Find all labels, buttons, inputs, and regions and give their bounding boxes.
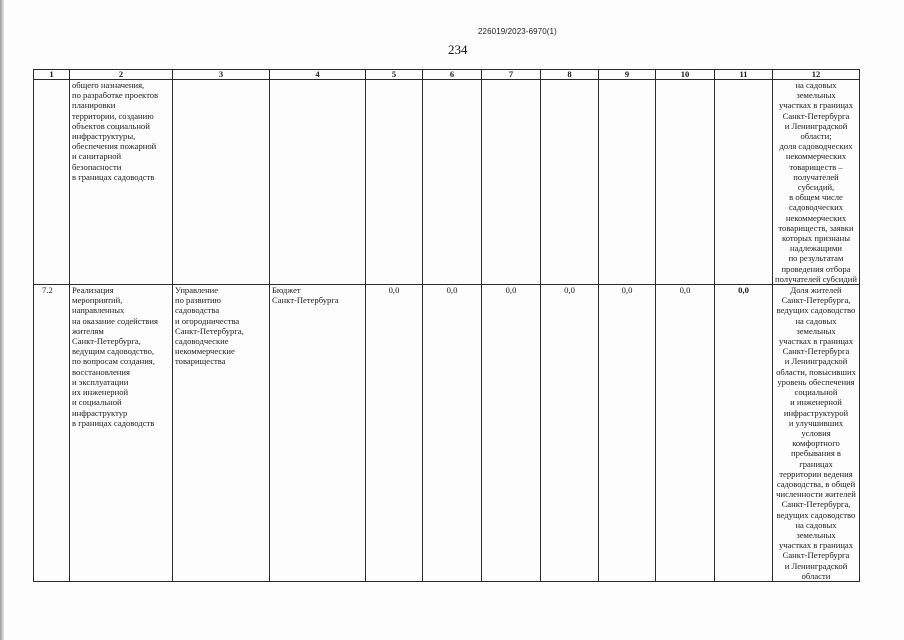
cell-value xyxy=(599,80,656,285)
column-header: 2 xyxy=(70,70,173,80)
cell-value: 0,0 xyxy=(482,285,541,582)
column-header: 1 xyxy=(34,70,70,80)
column-header: 10 xyxy=(656,70,715,80)
document-id: 226019/2023-6970(1) xyxy=(478,27,557,36)
cell-value xyxy=(423,80,482,285)
cell-value xyxy=(366,80,423,285)
header-row xyxy=(34,70,860,80)
cell-indicator: на садовых земельных участках в границах Санкт-Петербурга и Ленинградской области; доля садоводческих некоммерческих товариществ – получателей субсидий, в общем числе садоводческих некоммерческих товариществ, заявки которых признаны надлежащими по результатам проведения отбора получателей субсидий xyxy=(773,80,860,285)
cell-value: 0,0 xyxy=(656,285,715,582)
cell-value: 0,0 xyxy=(715,285,773,582)
cell-description: Реализация мероприятий, направленных на оказание содействия жителям Санкт-Петербурга, ведущим садоводство, по вопросам создания, восстановления и эксплуатации их инженерной и социальной инфраструктур в границах садоводств xyxy=(70,285,173,582)
cell-source: Бюджет Санкт-Петербурга xyxy=(270,285,366,582)
cell-value xyxy=(715,80,773,285)
page-number: 234 xyxy=(448,42,468,57)
cell-description: общего назначения, по разработке проектов планировки территории, созданию объектов социальной инфраструктуры, обеспечения пожарной и санитарной безопасности в границах садоводств xyxy=(70,80,173,285)
column-header: 4 xyxy=(270,70,366,80)
cell-value xyxy=(656,80,715,285)
cell-value xyxy=(482,80,541,285)
cell-number xyxy=(34,80,70,285)
column-header: 8 xyxy=(541,70,599,80)
cell-source xyxy=(270,80,366,285)
cell-indicator: Доля жителей Санкт-Петербурга, ведущих садоводство на садовых земельных участках в границах Санкт-Петербурга и Ленинградской области, повысивших уровень обеспечения социальной и инженерной инфраструктурой и улучшивших условия комфортного пребывания в границах территории ведения садоводства, в общей численности жителей Санкт-Петербурга, ведущих садоводство на садовых земельных участках в границах Санкт-Петербурга и Ленинградской области xyxy=(773,285,860,582)
column-header: 11 xyxy=(715,70,773,80)
column-header: 3 xyxy=(173,70,270,80)
cell-value: 0,0 xyxy=(366,285,423,582)
cell-value: 0,0 xyxy=(599,285,656,582)
program-table xyxy=(33,69,860,582)
cell-value xyxy=(541,80,599,285)
column-header: 5 xyxy=(366,70,423,80)
cell-executor: Управление по развитию садоводства и огородничества Санкт-Петербурга, садоводческие некоммерческие товарищества xyxy=(173,285,270,582)
cell-value: 0,0 xyxy=(423,285,482,582)
column-header: 9 xyxy=(599,70,656,80)
column-header: 7 xyxy=(482,70,541,80)
cell-value: 0,0 xyxy=(541,285,599,582)
table-row-continued xyxy=(34,80,860,285)
cell-number: 7.2 xyxy=(34,285,70,582)
column-header: 6 xyxy=(423,70,482,80)
column-header: 12 xyxy=(773,70,860,80)
table-row-7-2 xyxy=(34,285,860,582)
cell-executor xyxy=(173,80,270,285)
scan-left-edge xyxy=(0,0,4,640)
